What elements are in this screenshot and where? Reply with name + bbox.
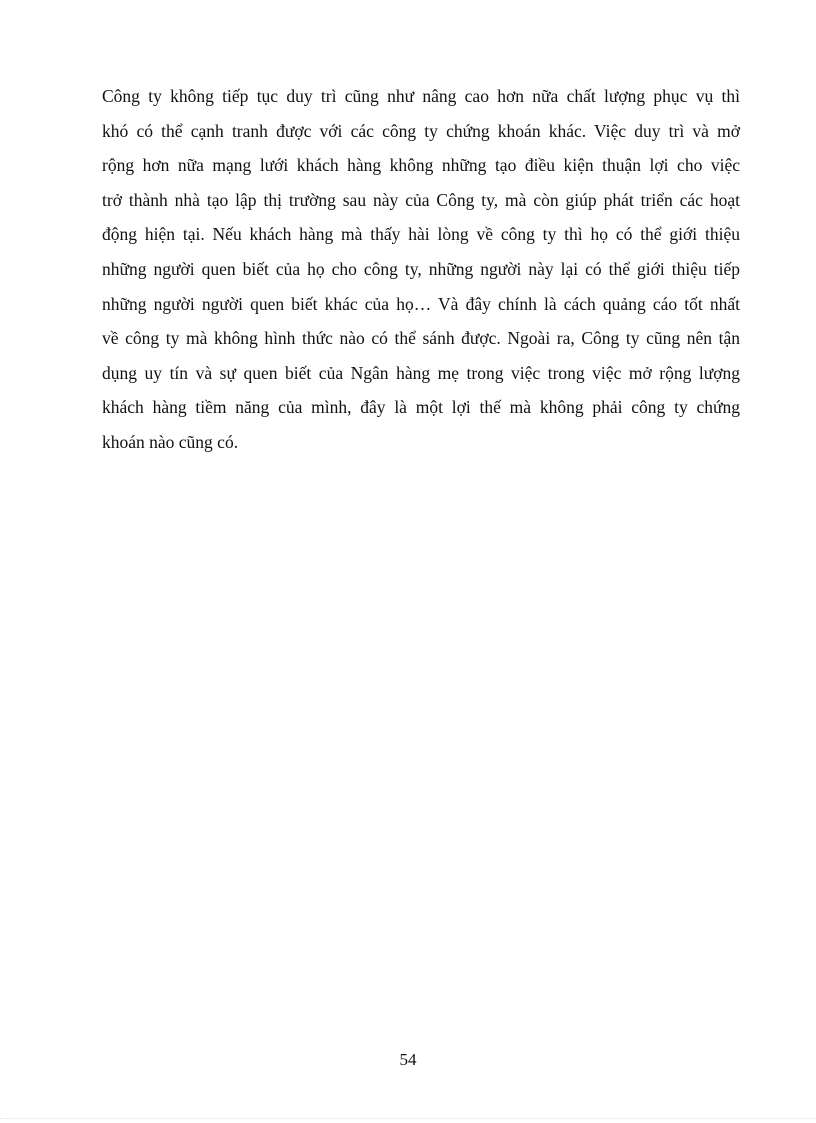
paragraph-line: trở thành nhà tạo lập thị trường sau này của Công ty, mà còn giúp phát triển các hoạt: [102, 189, 740, 210]
paragraph-line: khách hàng tiềm năng của mình, đây là một lợi thế mà không phải công ty chứng: [102, 397, 740, 418]
paragraph-line: những người quen biết của họ cho công ty, những người này lại có thể giới thiệu tiếp: [102, 258, 740, 279]
paragraph-line: những người người quen biết khác của họ… Và đây chính là cách quảng cáo tốt nhất: [102, 293, 740, 314]
body-paragraph: [102, 79, 740, 460]
paragraph-line: rộng hơn nữa mạng lưới khách hàng không những tạo điều kiện thuận lợi cho việc: [102, 155, 740, 176]
page-bottom-divider: [0, 1118, 816, 1119]
paragraph-line: khoán nào cũng có.: [102, 431, 239, 452]
paragraph-line: động hiện tại. Nếu khách hàng mà thấy hài lòng về công ty thì họ có thể giới thiệu: [102, 224, 740, 245]
page-number: 54: [399, 1050, 417, 1069]
paragraph-line: về công ty mà không hình thức nào có thể sánh được. Ngoài ra, Công ty cũng nên tận: [102, 328, 740, 349]
paragraph-line: khó có thể cạnh tranh được với các công ty chứng khoán khác. Việc duy trì và mở: [102, 120, 740, 141]
paragraph-line: dụng uy tín và sự quen biết của Ngân hàng mẹ trong việc trong việc mở rộng lượng: [102, 362, 740, 383]
paragraph-line: Công ty không tiếp tục duy trì cũng như nâng cao hơn nữa chất lượng phục vụ thì: [102, 86, 740, 106]
